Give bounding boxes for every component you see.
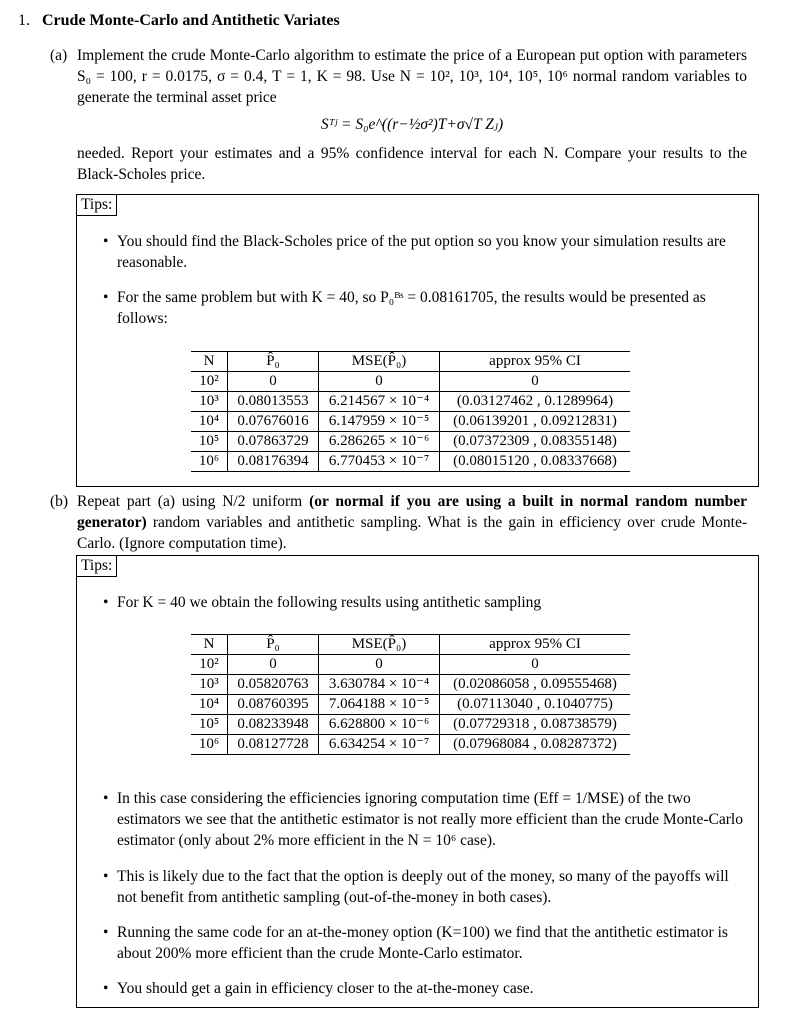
section-number: 1. (18, 12, 30, 29)
part-b-label: (b) (50, 493, 69, 510)
bullet-icon: • (103, 289, 109, 306)
part-a-tips-label: Tips: (77, 195, 117, 216)
part-a-label: (a) (50, 47, 68, 64)
antithetic-results-table (191, 634, 630, 755)
bullet-icon: • (103, 233, 109, 250)
table-row: 10⁶ 0.08176394 6.770453 × 10⁻⁷ (0.08015120 , 0.08337668) (191, 452, 630, 472)
part-b-tip-5: • You should get a gain in efficiency closer to the at-the-money case. (103, 980, 534, 997)
table-row: 10⁴ 0.08760395 7.064188 × 10⁻⁵ (0.07113040 , 0.1040775) (191, 695, 630, 715)
bullet-icon: • (103, 594, 109, 611)
part-a (50, 45, 750, 185)
part-a-text-2: needed. Report your estimates and a 95% confidence interval for each N. Compare your results to the Black-Scholes price. (77, 145, 747, 183)
table-row: 10⁵ 0.08233948 6.628800 × 10⁻⁶ (0.07729318 , 0.08738579) (191, 715, 630, 735)
table-row: 10³ 0.08013553 6.214567 × 10⁻⁴ (0.03127462 , 0.1289964) (191, 392, 630, 412)
part-b-text: Repeat part (a) using N/2 uniform (or normal if you are using a built in normal random number generator) random variables and antithetic sampling. What is the gain in efficiency over crude Monte-Carlo. (Ignore computation time). (77, 493, 747, 552)
bullet-icon: • (103, 790, 109, 807)
terminal-price-equation: Sᵀʲ = S₀e^((r−½σ²)T+σ√T Zⱼ) (320, 116, 504, 133)
table-header-row: N P̂₀ MSE(P̂₀) approx 95% CI (191, 352, 630, 372)
table-row: 10² 0 0 0 (191, 372, 630, 392)
bullet-icon: • (103, 924, 109, 941)
table-row: 10⁴ 0.07676016 6.147959 × 10⁻⁵ (0.06139201 , 0.09212831) (191, 412, 630, 432)
part-a-tips-box (76, 194, 759, 487)
table-row: 10³ 0.05820763 3.630784 × 10⁻⁴ (0.02086058 , 0.09555468) (191, 675, 630, 695)
part-b-tip-4: • Running the same code for an at-the-money option (K=100) we find that the antithetic estimator is about 200% more efficient than the crude Monte-Carlo estimator. (103, 924, 728, 962)
bullet-icon: • (103, 868, 109, 885)
part-a-tip-1: • You should find the Black-Scholes price of the put option so you know your simulation results are reasonable. (103, 233, 726, 271)
part-b (50, 491, 750, 554)
part-a-tip-2: • For the same problem but with K = 40, so P₀ᴮˢ = 0.08161705, the results would be presented as follows: (103, 289, 706, 327)
part-b-tip-1: • For K = 40 we obtain the following results using antithetic sampling (103, 594, 542, 611)
table-row: 10² 0 0 0 (191, 655, 630, 675)
crude-mc-results-table (191, 351, 630, 472)
part-b-tip-3: • This is likely due to the fact that the option is deeply out of the money, so many of the payoffs will not benefit from antithetic sampling (out-of-the-money in both cases). (103, 868, 729, 906)
section-title: Crude Monte-Carlo and Antithetic Variates (42, 12, 340, 29)
part-a-text-1: Implement the crude Monte-Carlo algorithm to estimate the price of a European put option with parameters S₀ = 100, r = 0.0175, σ = 0.4, T = 1, K = 98. Use N = 10², 10³, 10⁴, 10⁵, 10⁶ normal random variables to generate the terminal asset price (77, 47, 747, 106)
bullet-icon: • (103, 980, 109, 997)
table-header-row: N P̂₀ MSE(P̂₀) approx 95% CI (191, 635, 630, 655)
part-b-tips-label: Tips: (77, 556, 117, 577)
table-row: 10⁵ 0.07863729 6.286265 × 10⁻⁶ (0.07372309 , 0.08355148) (191, 432, 630, 452)
table-row: 10⁶ 0.08127728 6.634254 × 10⁻⁷ (0.07968084 , 0.08287372) (191, 735, 630, 755)
section-heading (18, 10, 340, 31)
part-b-tips-box (76, 555, 759, 1008)
part-b-tip-2: • In this case considering the efficiencies ignoring computation time (Eff = 1/MSE) of the two estimators we see that the antithetic estimator is not really more efficient than the crude Monte-Carlo estimator (only about 2% more efficient in the N = 10⁶ case). (103, 790, 743, 849)
